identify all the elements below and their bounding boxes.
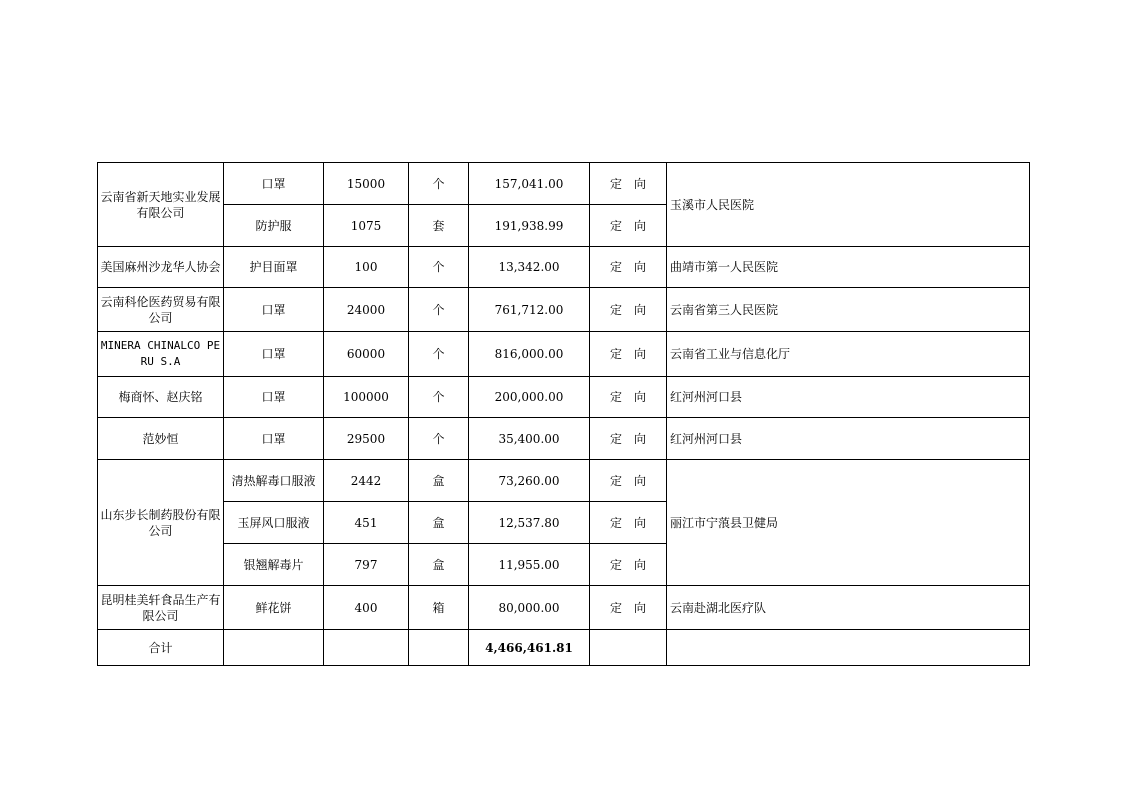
amount-cell: 200,000.00 bbox=[469, 377, 590, 418]
table-row bbox=[98, 460, 1030, 502]
table-row bbox=[98, 586, 1030, 630]
mode-cell: 定 向 bbox=[590, 332, 667, 377]
empty-cell bbox=[409, 630, 469, 666]
amount-cell: 13,342.00 bbox=[469, 247, 590, 288]
amount-cell: 80,000.00 bbox=[469, 586, 590, 630]
mode-cell: 定 向 bbox=[590, 247, 667, 288]
amount-cell: 12,537.80 bbox=[469, 502, 590, 544]
quantity-cell: 100 bbox=[324, 247, 409, 288]
item-cell: 口罩 bbox=[224, 418, 324, 460]
mode-cell: 定 向 bbox=[590, 205, 667, 247]
quantity-cell: 1075 bbox=[324, 205, 409, 247]
item-cell: 玉屏风口服液 bbox=[224, 502, 324, 544]
mode-cell: 定 向 bbox=[590, 502, 667, 544]
unit-cell: 个 bbox=[409, 332, 469, 377]
mode-cell: 定 向 bbox=[590, 460, 667, 502]
mode-cell: 定 向 bbox=[590, 544, 667, 586]
item-cell: 护目面罩 bbox=[224, 247, 324, 288]
mode-cell: 定 向 bbox=[590, 586, 667, 630]
recipient-cell: 云南赴湖北医疗队 bbox=[667, 586, 1030, 630]
table-row bbox=[98, 247, 1030, 288]
recipient-cell: 云南省工业与信息化厅 bbox=[667, 332, 1030, 377]
amount-cell: 73,260.00 bbox=[469, 460, 590, 502]
item-cell: 口罩 bbox=[224, 163, 324, 205]
donor-cell: 梅商怀、赵庆铭 bbox=[98, 377, 224, 418]
table-row bbox=[98, 418, 1030, 460]
empty-cell bbox=[324, 630, 409, 666]
amount-cell: 191,938.99 bbox=[469, 205, 590, 247]
donor-cell: MINERA CHINALCO PERU S.A bbox=[98, 332, 224, 377]
unit-cell: 个 bbox=[409, 247, 469, 288]
item-cell: 口罩 bbox=[224, 377, 324, 418]
amount-cell: 761,712.00 bbox=[469, 288, 590, 332]
total-row bbox=[98, 630, 1030, 666]
donation-table bbox=[97, 162, 1030, 666]
recipient-cell: 红河州河口县 bbox=[667, 377, 1030, 418]
recipient-cell: 玉溪市人民医院 bbox=[667, 163, 1030, 247]
total-amount: 4,466,461.81 bbox=[469, 630, 590, 666]
item-cell: 清热解毒口服液 bbox=[224, 460, 324, 502]
empty-cell bbox=[590, 630, 667, 666]
unit-cell: 个 bbox=[409, 288, 469, 332]
unit-cell: 个 bbox=[409, 418, 469, 460]
unit-cell: 个 bbox=[409, 163, 469, 205]
mode-cell: 定 向 bbox=[590, 288, 667, 332]
table-row bbox=[98, 332, 1030, 377]
amount-cell: 35,400.00 bbox=[469, 418, 590, 460]
empty-cell bbox=[667, 630, 1030, 666]
table-row bbox=[98, 163, 1030, 205]
quantity-cell: 24000 bbox=[324, 288, 409, 332]
item-cell: 口罩 bbox=[224, 288, 324, 332]
donor-cell: 山东步长制药股份有限公司 bbox=[98, 460, 224, 586]
item-cell: 银翘解毒片 bbox=[224, 544, 324, 586]
quantity-cell: 29500 bbox=[324, 418, 409, 460]
table-row bbox=[98, 377, 1030, 418]
quantity-cell: 400 bbox=[324, 586, 409, 630]
quantity-cell: 797 bbox=[324, 544, 409, 586]
mode-cell: 定 向 bbox=[590, 418, 667, 460]
unit-cell: 盒 bbox=[409, 544, 469, 586]
quantity-cell: 100000 bbox=[324, 377, 409, 418]
empty-cell bbox=[224, 630, 324, 666]
quantity-cell: 451 bbox=[324, 502, 409, 544]
donor-cell: 云南省新天地实业发展有限公司 bbox=[98, 163, 224, 247]
amount-cell: 11,955.00 bbox=[469, 544, 590, 586]
unit-cell: 盒 bbox=[409, 502, 469, 544]
quantity-cell: 60000 bbox=[324, 332, 409, 377]
total-label: 合计 bbox=[98, 630, 224, 666]
mode-cell: 定 向 bbox=[590, 377, 667, 418]
recipient-cell: 曲靖市第一人民医院 bbox=[667, 247, 1030, 288]
unit-cell: 箱 bbox=[409, 586, 469, 630]
unit-cell: 个 bbox=[409, 377, 469, 418]
quantity-cell: 15000 bbox=[324, 163, 409, 205]
donor-cell: 云南科伦医药贸易有限公司 bbox=[98, 288, 224, 332]
donor-cell: 美国麻州沙龙华人协会 bbox=[98, 247, 224, 288]
item-cell: 口罩 bbox=[224, 332, 324, 377]
recipient-cell: 云南省第三人民医院 bbox=[667, 288, 1030, 332]
quantity-cell: 2442 bbox=[324, 460, 409, 502]
unit-cell: 盒 bbox=[409, 460, 469, 502]
amount-cell: 157,041.00 bbox=[469, 163, 590, 205]
recipient-cell: 丽江市宁蒗县卫健局 bbox=[667, 460, 1030, 586]
mode-cell: 定 向 bbox=[590, 163, 667, 205]
recipient-cell: 红河州河口县 bbox=[667, 418, 1030, 460]
donor-cell: 范妙恒 bbox=[98, 418, 224, 460]
item-cell: 鲜花饼 bbox=[224, 586, 324, 630]
item-cell: 防护服 bbox=[224, 205, 324, 247]
donor-cell: 昆明桂美轩食品生产有限公司 bbox=[98, 586, 224, 630]
table-row bbox=[98, 288, 1030, 332]
amount-cell: 816,000.00 bbox=[469, 332, 590, 377]
unit-cell: 套 bbox=[409, 205, 469, 247]
